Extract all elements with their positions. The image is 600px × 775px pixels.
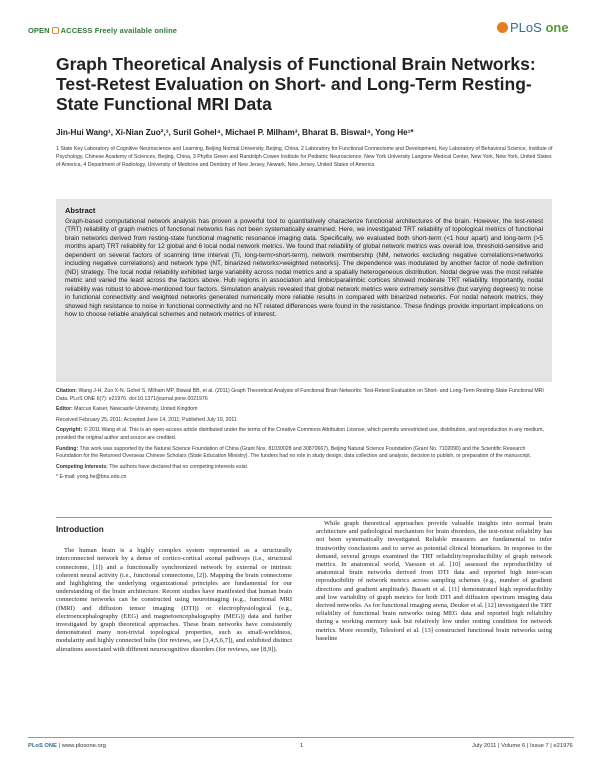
footer-journal-name: PLoS ONE <box>28 743 57 749</box>
introduction-heading: Introduction <box>56 525 104 534</box>
abstract-heading: Abstract <box>65 206 96 215</box>
copyright-label: Copyright: <box>56 427 83 434</box>
abstract-box <box>56 199 552 382</box>
section-divider <box>56 517 552 518</box>
copyright-text: © 2011 Wang et al. This is an open-access article distributed under the terms of the Creative Commons Attribution License, which permits unrestricted use, distribution, and reproduction in any medium, provided the original author and source are credited. <box>56 427 544 441</box>
competing-text: The authors have declared that no competing interests exist. <box>109 463 249 470</box>
article-title: Graph Theoretical Analysis of Functional Brain Networks: Test-Retest Evaluation on Short- and Long-Term Resting-State Functional MRI Data <box>56 54 536 114</box>
logo-one-text: one <box>545 20 569 35</box>
logo-plos-text: PLoS <box>510 20 542 35</box>
intro-paragraph-1: The human brain is a highly complex system represented as a structurally interconnected network by a dense of cortico-cortical axonal pathways (i.e., structural connectome, [1]) and a functionally synchronized network by external or intrinsic coherent neural activity (i.e., functional connectome, [2]). Mapping the brain connectome and highlighting the underlying organizational principles are fundamental for our understanding of the brain architecture. Recent studies have manifested that human brain connectome networks can be constructed using neuroimaging (e.g., functional MRI (fMRI) and diffusion tensor imaging (DTI)) or electrophysiological (e.g., electroencephalography (EEG) and magnetoencephalography (MEG)) data and further investigated by graph theoretical approaches. These brain networks have consistently demonstrated many non-trivial topological properties, such as small-worldness, modularity and highly connected hubs (for reviews, see [3,4,5,6,7]), and exhibited distinct alterations associated with different neurocognitive disorders (for reviews, see [8,9]). <box>56 547 292 653</box>
article-meta <box>56 388 552 485</box>
citation-text: Wang J-H, Zuo X-N, Gohel S, Milham MP, Biswal BB, et al. (2011) Graph Theoretical Analysis of Functional Brain Networks: Test-Retest Evaluation on Short- and Long-Term Resting-State Functional MRI Data. PLoS ONE 6(7): e21976. doi:10.1371/journal.pone.0021976 <box>56 388 544 402</box>
body-column-left <box>56 520 292 654</box>
plos-bubble-icon <box>497 22 508 33</box>
footer-journal <box>28 743 106 749</box>
email-row[interactable]: * E-mail: yong.he@bnu.edu.cn <box>56 474 127 481</box>
affiliations: 1 State Key Laboratory of Cognitive Neuroscience and Learning, Beijing Normal University, Beijing, China, 2 Laboratory for Functional Connectome and Development, Key Laboratory of Behavioral Science, Institute of Psychology, Chinese Academy of Sciences, Beijing, China, 3 Phyllis Green and Randolph Cowen Institute for Pediatric Neuroscience, New York University Langone Medical Center, New York, New York, United States of America, 4 Department of Radiology, University of Medicine and Dentistry of New Jersey, Newark, New Jersey, United States of America <box>56 146 553 168</box>
body-column-right <box>316 520 552 643</box>
editor-text: Marcus Kaiser, Newcastle University, United Kingdom <box>74 406 198 413</box>
competing-row <box>56 464 552 472</box>
freely-available-label: Freely available online <box>94 26 178 35</box>
footer-divider <box>28 737 574 738</box>
editor-row <box>56 406 552 414</box>
funding-row <box>56 446 552 461</box>
page-number: 1 <box>300 743 304 749</box>
open-label: OPEN <box>28 26 50 35</box>
funding-label: Funding: <box>56 445 79 452</box>
citation-label: Citation: <box>56 388 78 394</box>
abstract-text: Graph-based computational network analysis has proven a powerful tool to quantitatively characterize functional architectures of the brain. However, the test-retest (TRT) reliability of graph metrics of functional networks has not been systematically examined. Here, we investigated TRT reliability of topological metrics of functional brain networks derived from resting-state functional magnetic resonance imaging data. Specifically, we evaluated both short-term (<1 hour apart) and long-term (>5 months apart) TRT reliability for 12 global and 6 local nodal network metrics. We found that reliability of global network metrics was overall low, threshold-sensitive and dependent on several factors of scanning time interval (TI, long-term>short-term), network membership (NM, networks excluding negative correlations>networks including negative correlations) and network type (NT, binarized networks>weighted networks). The dependence was modulated by another factor of node definition (ND) strategy. The local nodal reliability exhibited large variability across nodal metrics and a spatially heterogeneous distribution. Nodal degree was the most reliable metric and varied the least across the factors above. Hub regions in association and limbic/paralimbic cortices showed moderate TRT reliability. Importantly, nodal reliability was robust to above-mentioned four factors. Simulation analysis revealed that global network metrics were extremely sensitive (but varying degrees) to noise in functional connectivity and weighted networks generated numerically more reliable results in compared with binarized networks. For nodal network metrics, they showed high resistance to noise in functional connectivity and no NT related differences were found in the resistance. These findings provide important implications on how to choose reliable analytical schemes and network metrics of interest. <box>65 218 543 318</box>
footer-issue: July 2011 | Volume 6 | Issue 7 | e21976 <box>472 743 573 749</box>
author-list: Jin-Hui Wang¹, Xi-Nian Zuo²,³, Suril Gohel⁴, Michael P. Milham³, Bharat B. Biswal⁴, Yong He¹* <box>56 128 414 137</box>
competing-label: Competing Interests: <box>56 463 108 470</box>
editor-label: Editor: <box>56 406 73 413</box>
access-label: ACCESS <box>60 26 93 35</box>
plos-one-logo[interactable] <box>497 20 569 35</box>
dates-row: Received February 25, 2011; Accepted June 14, 2011; Published July 19, 2011 <box>56 416 237 423</box>
footer-site-link[interactable]: | www.plosone.org <box>58 743 106 749</box>
copyright-row <box>56 427 552 442</box>
intro-paragraph-2: While graph theoretical approaches provide valuable insights into normal brain architecture and pathological mechanism for brain disorders, the test-retest reliability has not been systematically investigated. Reliable measures are fundamental to infer trustworthy conclusions and to serve as potential clinical biomarkers. In response to the demand, several groups examined the TRT reliability/reproducibility of graph network metrics. In anatomical world, Vaessen et al. [10] assessed the reproducibility of anatomical brain networks derived from DTI data and reported high inter-scan reproducibility of network metrics across sampling schemes (e.g., number of gradient directions and gradient amplitude). Bassett et al. [11] demonstrated high reproducibility and low variability of graph metrics for both DTI and diffusion spectrum imaging data derived networks. As for functional imaging arena, Deuker et al. [12] investigated the TRT reliability of functional brain networks using MEG data and reported high reliability during a working memory task but relatively low under resting condition for network metrics. More recently, Telesford et al. [13] constructed functional brain networks using baseline <box>316 520 552 642</box>
citation-row <box>56 388 552 403</box>
funding-text: This work was supported by the Natural Science Foundation of China (Grant Nos. 81030028 and 30870667), Beijing Natural Science Foundation (Grant No. 7102090) and the Scientific Research Foundation for the Returned Overseas Chinese Scholars (State Education Ministry). The funders had no role in study design, data collection and analysis, decision to publish, or preparation of the manuscript. <box>56 445 532 460</box>
open-access-lock-icon <box>52 27 59 34</box>
open-access-banner <box>28 26 177 35</box>
